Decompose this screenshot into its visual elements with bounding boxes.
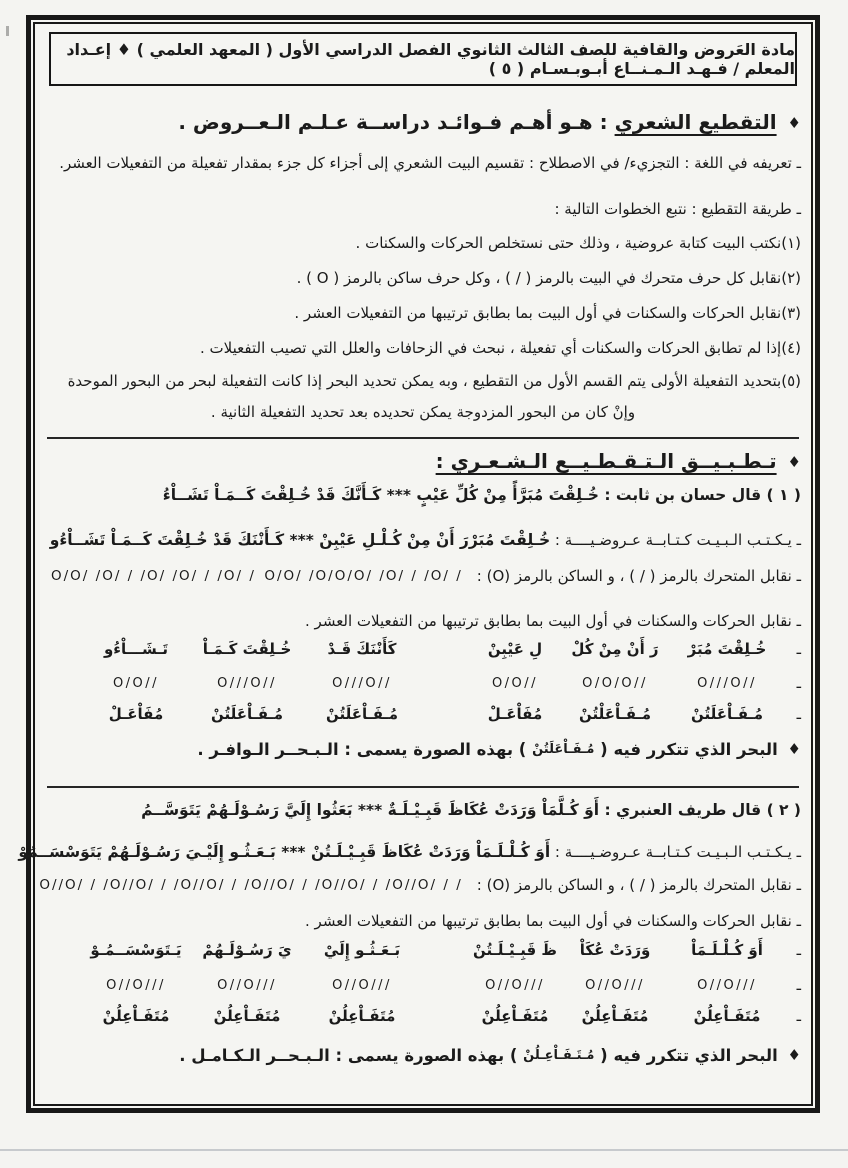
step-line-4: (٤)إذا لم تطابق الحركات والسكنات أي تفعيلة ، نبحث في الزحافات والعلل التي تصيب التفعيلات . xyxy=(200,339,801,357)
page-content xyxy=(18,24,811,1104)
symbol-cell: O//O/// xyxy=(485,977,545,993)
symbol-cell: O///O// xyxy=(217,675,277,691)
tafila-cell: مُتَفَـاْعِلُنْ xyxy=(693,1007,761,1025)
symbol-cell: O//O/// xyxy=(585,977,645,993)
example1-symbols-second-hemistich: O/O/ /O/ / /O/ /O/ / /O/ / xyxy=(51,568,256,584)
example1-symbols-first-hemistich: O/O/ /O/O/O/ /O/ / /O/ / xyxy=(264,568,463,584)
course-header: مادة العَروض والقافية للصف الثالث الثانوي الفصل الدراسي الأول ( المعهد العلمي ) ♦ إعـداد المعلم / فـهـد الـمـنــاع أبـوبـسـام ( ٥ ) xyxy=(66,40,795,78)
application-title-line xyxy=(45,449,801,473)
example2-symbols-second-hemistich: O//O/ / /O//O/ / /O//O/ / / xyxy=(39,877,252,893)
example1-verse-line: ( ١ ) قال حسان بن ثابت : خُـلِقْتَ مُبَرَّأً مِنْ كُلِّ عَيْبٍ *** كَـأَنَّكَ قَدْ خُـلِقْتَ كَــمَـاْ تَشَــاْءُ xyxy=(162,486,801,504)
tafila-cell: مُتَفَـاْعِلُنْ xyxy=(328,1007,396,1025)
row-dash: ـ xyxy=(796,705,801,723)
segment-cell: أَوَ كُـلْـلَـمَاْ xyxy=(691,941,763,959)
bahr-middle: ) بهذه الصورة يسمى : xyxy=(338,740,533,759)
header-box xyxy=(49,32,797,86)
example2-symbols-first-hemistich: O//O/ / /O//O/ / /O//O/ / / xyxy=(251,877,463,893)
segment-cell: يَ رَسُـوْلَـهُمْ xyxy=(202,941,292,959)
segment-cell: خُـلِقْتَ مُبَرْ xyxy=(687,640,767,658)
example1-match-line: ـ نقابل الحركات والسكنات في أول البيت بما بطابق ترتيبها من التفعيلات العشر . xyxy=(305,612,801,630)
prosody-label: ـ يـكـتـب الـبـيـت كـتـابــة عـروضـيــــة : xyxy=(550,843,801,861)
application-title: تـطـبـيــق الـتـقـطـيــع الـشـعـري : xyxy=(435,449,777,473)
example2-tafail-row xyxy=(87,1007,801,1025)
prosody-label: ـ يـكـتـب الـبـيـت كـتـابــة عـروضـيــــة : xyxy=(550,531,801,549)
example2-verse-line: ( ٢ ) قال طريف العنبري : أَوَ كُـلَّمَاْ وَرَدَتْ عُكَاظَ قَبِـيْـلَـةٌ *** بَعَثُوا إِلَيَّ رَسُـوْلَـهُمْ يَتَوَسَّــمُ xyxy=(141,801,801,819)
segment-cell: تَـشَـــاْءُو xyxy=(103,640,169,658)
tafila-cell: مُفَاْعَـلْ xyxy=(108,705,164,723)
tafila-cell: مُفَاْعَـلْ xyxy=(487,705,543,723)
main-title-term: التقطيع الشعري xyxy=(614,110,777,134)
symbol-cell: O/O// xyxy=(491,675,539,691)
bahr-prefix: البحر الذي تتكرر فيه ( xyxy=(594,1046,778,1065)
bahr-name: الـبـحــر الـكـامـل . xyxy=(179,1046,330,1065)
symbol-cell: O///O// xyxy=(332,675,392,691)
row-dash: ـ xyxy=(796,976,801,994)
example1-symbols-line xyxy=(45,567,801,585)
symbols-label: ـ نقابل المتحرك بالرمز ( / ) ، و الساكن بالرمز (O) : xyxy=(476,876,801,894)
row-dash: ـ xyxy=(796,640,801,658)
step-5-continuation: وإنْ كان من البحور المزدوجة يمكن تحديده بعد تحديد التفعيلة الثانية . xyxy=(210,403,636,421)
page-frame xyxy=(18,15,820,1113)
step-line-3: (٣)نقابل الحركات والسكنات في أول البيت بما بطابق ترتيبها من التفعيلات العشر . xyxy=(294,304,801,322)
tafila-cell: مُتَفَـاْعِلُنْ xyxy=(481,1007,549,1025)
tafila-cell: مُتَفَـاْعِلُنْ xyxy=(213,1007,281,1025)
page-frame-inner xyxy=(18,22,813,1106)
tafila-cell: مُـفَـاْعَلَتُنْ xyxy=(326,705,398,723)
row-dash: ـ xyxy=(796,941,801,959)
symbol-cell: O/O// xyxy=(112,675,160,691)
segment-cell: بَـعَـثُـو إِلَيْ xyxy=(323,941,401,959)
symbol-cell: O///O// xyxy=(697,675,757,691)
diamond-icon: ♦ xyxy=(787,453,801,471)
tafila-cell: مُتَفَـاْعِلُنْ xyxy=(581,1007,649,1025)
tafila-cell: مُـفَـاْعَلَتُنْ xyxy=(211,705,283,723)
section-divider xyxy=(47,437,799,439)
section-divider xyxy=(47,786,799,788)
example1-segments-row xyxy=(87,640,801,658)
diamond-icon: ♦ xyxy=(787,114,801,132)
main-title-line xyxy=(45,110,801,134)
step-line-2: (٢)نقابل كل حرف متحرك في البيت بالرمز ( / ) ، وكل حرف ساكن بالرمز ( O ) . xyxy=(296,269,801,287)
tafila-cell: مُـفَـاْعَلْتُنْ xyxy=(579,705,651,723)
example2-prosody-text: أَوَ كُـلْـلَـمَاْ وَرَدَتْ عُكَاظَ قَبِـيْـلَـتُنْ *** بَـعَـثُـو إِلَيْـيَ رَسُـوْلَـهُمْ يَتَوَسْسَــمُوْ xyxy=(18,843,551,861)
symbols-label: ـ نقابل المتحرك بالرمز ( / ) ، و الساكن بالرمز (O) : xyxy=(476,567,801,585)
example1-prosody-text: خُـلِقْتَ مُبَرْرَ أَنْ مِنْ كُـلْـلِ عَيْبِنْ *** كَـأَنْنَكَ قَدْ خُـلِقْتَ كَــمَـاْ تَشَــاْءُو xyxy=(49,531,551,549)
definition-line: ـ تعريفه في اللغة : التجزيء/ في الاصطلاح : تقسيم البيت الشعري إلى أجزاء كل جزء بمقدار تفعيلة من التفعيلات العشر. xyxy=(59,154,801,172)
example2-match-line: ـ نقابل الحركات والسكنات في أول البيت بما بطابق ترتيبها من التفعيلات العشر . xyxy=(305,912,801,930)
symbol-cell: O//O/// xyxy=(106,977,166,993)
segment-cell: وَرَدَتْ عُكَاْ xyxy=(579,941,651,959)
bahr-tafila: مُـتَـفَـاْعِـلُنْ xyxy=(523,1048,595,1063)
example1-symbols-row xyxy=(87,674,801,692)
example2-symbols-line xyxy=(39,876,801,894)
row-dash: ـ xyxy=(796,1007,801,1025)
symbol-cell: O/O/O// xyxy=(582,675,648,691)
segment-cell: يَـتَوَسْسَــمُـوْ xyxy=(90,941,182,959)
scan-artifact-line xyxy=(0,1149,848,1151)
segment-cell: كَأَنْنَكَ قَـدْ xyxy=(327,640,397,658)
example1-bahr-line xyxy=(45,740,801,759)
example2-symbols-row xyxy=(87,976,801,994)
bahr-name: الـبـحــر الـوافـر . xyxy=(197,740,339,759)
example2-bahr-line xyxy=(45,1046,801,1065)
example1-tafail-row xyxy=(87,705,801,723)
example2-prosody-line xyxy=(18,842,801,861)
segment-cell: خُـلِقْتَ كَـمَـاْ xyxy=(202,640,292,658)
step-line-1: (١)نكتب البيت كتابة عروضية ، وذلك حتى نستخلص الحركات والسكنات . xyxy=(355,234,801,252)
bahr-middle: ) بهذه الصورة يسمى : xyxy=(329,1046,524,1065)
example1-prosody-line xyxy=(45,530,801,549)
diamond-icon: ♦ xyxy=(787,740,801,758)
scan-artifact-tick xyxy=(6,26,9,36)
bahr-tafila: مُـفَـاْعَلَتُنْ xyxy=(532,742,595,757)
segment-cell: رَ أَنْ مِنْ كُلْ xyxy=(571,640,659,658)
method-line: ـ طريقة التقطيع : نتبع الخطوات التالية : xyxy=(554,200,801,218)
example2-segments-row xyxy=(87,941,801,959)
row-dash: ـ xyxy=(796,674,801,692)
symbol-cell: O//O/// xyxy=(332,977,392,993)
tafila-cell: مُتَفَـاْعِلُنْ xyxy=(102,1007,170,1025)
main-title-rest: : هـو أهـم فـوائـد دراســة عـلـم الـعــروض . xyxy=(178,110,615,134)
segment-cell: ظَ قَبِـيْـلَـتُنْ xyxy=(473,941,557,959)
bahr-prefix: البحر الذي تتكرر فيه ( xyxy=(594,740,778,759)
symbol-cell: O//O/// xyxy=(697,977,757,993)
tafila-cell: مُـفَـاْعَلَتُنْ xyxy=(691,705,763,723)
diamond-icon: ♦ xyxy=(787,1046,801,1064)
segment-cell: لِ عَيْبِنْ xyxy=(487,640,543,658)
step-line-5: (٥)بتحديد التفعيلة الأولى يتم القسم الأول من التقطيع ، وبه يمكن تحديد البحر إذا كانت التفعيلة لبحر من البحور الموحدة xyxy=(67,372,801,390)
symbol-cell: O//O/// xyxy=(217,977,277,993)
